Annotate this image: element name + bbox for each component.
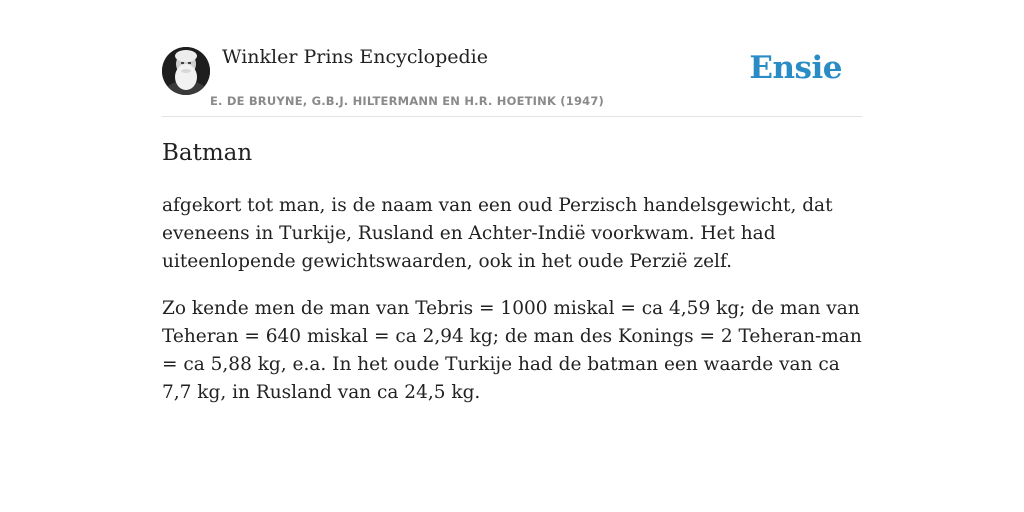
- bearded-man-portrait-icon: [162, 47, 210, 95]
- source-title[interactable]: Winkler Prins Encyclopedie: [222, 46, 488, 68]
- brand-logo[interactable]: Ensie: [749, 50, 842, 86]
- source-authors: E. DE BRUYNE, G.B.J. HILTERMANN EN H.R. HOETINK (1947): [210, 94, 605, 108]
- article-body: [162, 192, 868, 426]
- article-title: Batman: [162, 140, 253, 166]
- source-header: [162, 44, 862, 117]
- author-avatar[interactable]: [162, 47, 210, 95]
- article-paragraph: Zo kende men de man van Tebris = 1000 miskal = ca 4,59 kg; de man van Teheran = 640 miskal = ca 2,94 kg; de man des Konings = 2 Teheran-man = ca 5,88 kg, e.a. In het oude Turkije had de batman een waarde van ca 7,7 kg, in Rusland van ca 24,5 kg.: [162, 298, 862, 403]
- article-paragraph: afgekort tot man, is de naam van een oud Perzisch handelsgewicht, dat eveneens in Turkije, Rusland en Achter-Indië voorkwam. Het had uiteenlopende gewichtswaarden, ook in het oude Perzië zelf.: [162, 195, 833, 272]
